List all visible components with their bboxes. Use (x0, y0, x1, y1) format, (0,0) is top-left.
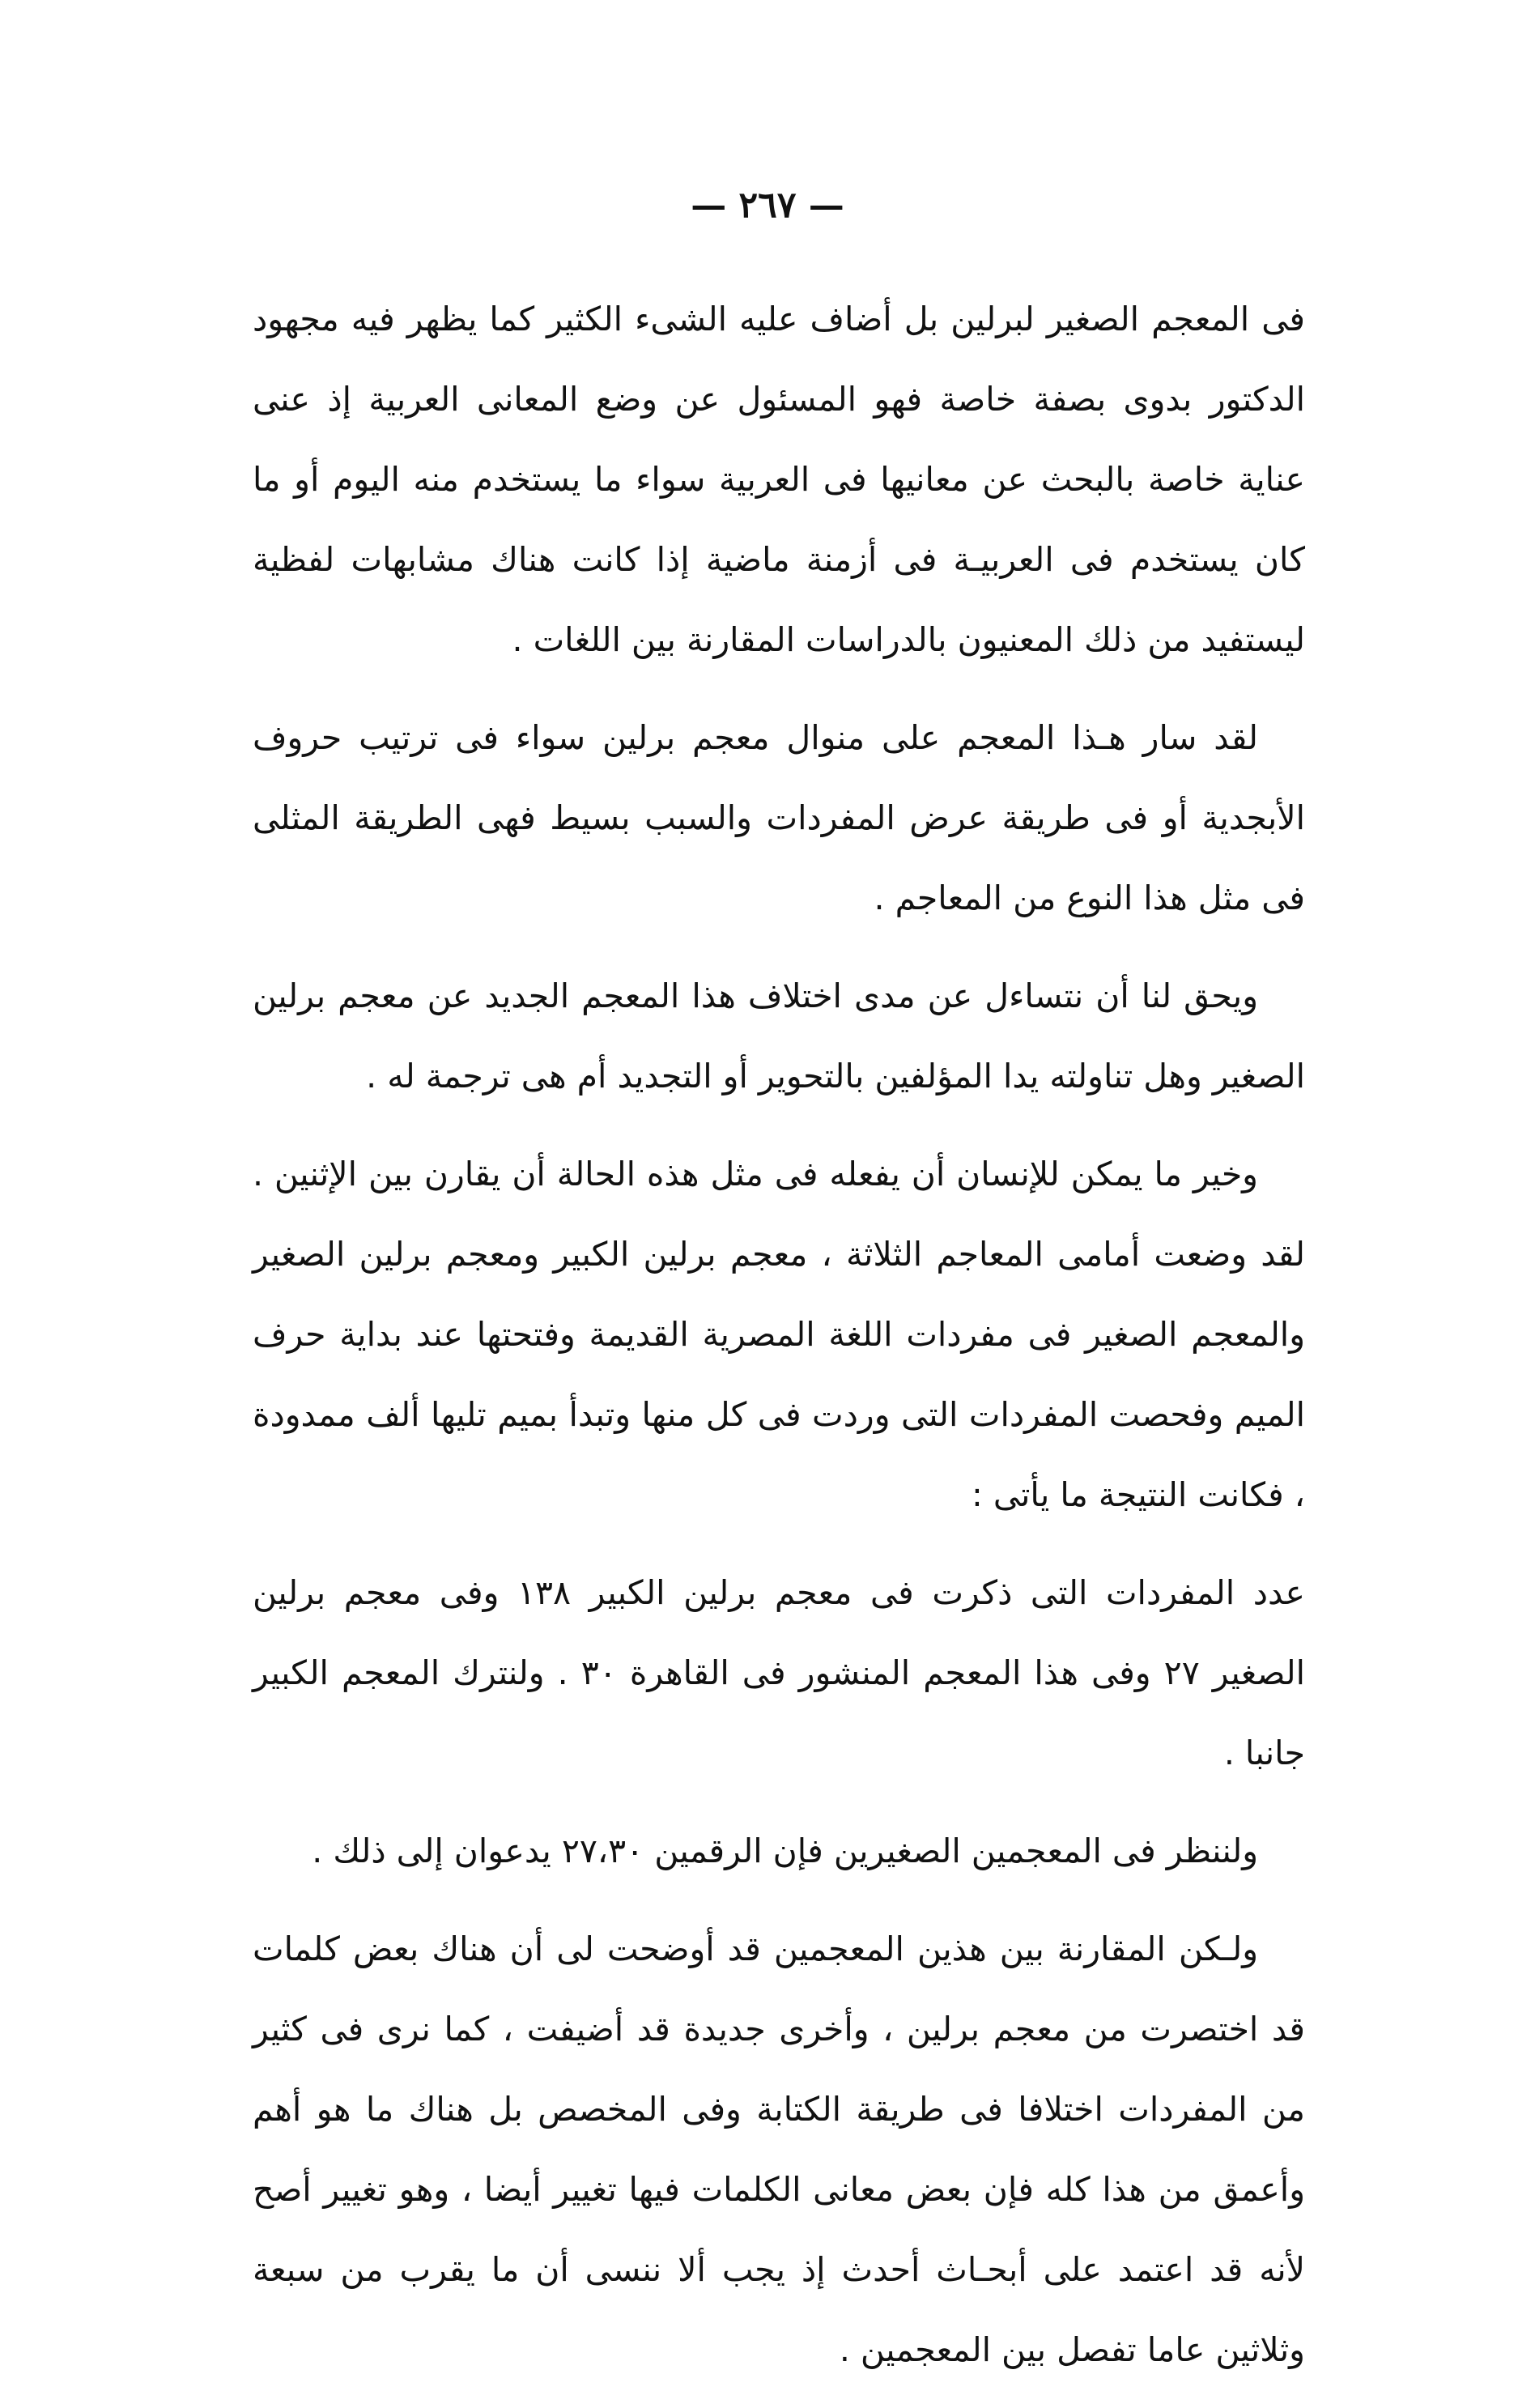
page-number: — ٢٦٧ — (691, 185, 844, 226)
paragraph: ولـكن المقارنة بين هذين المعجمين قد أوضحت لى أن هناك بعض كلمات قد اختصرت من معجم برلين ، وأخرى جديدة قد أضيفت ، كما نرى فى كثير من المفردات اختلافا فى طريقة الكتابة وفى المخصص بل هناك ما هو أهم وأعمق من هذا كله فإن بعض معانى الكلمات فيها تغيير أيضا ، وهو تغيير أصح لأنه قد اعتمد على أبحـاث أحدث إذ يجب ألا ننسى أن ما يقرب من سبعة وثلاثين عاما تفصل بين المعجمين . (253, 1929, 1305, 2369)
paragraph: وخير ما يمكن للإنسان أن يفعله فى مثل هذه الحالة أن يقارن بين الإثنين . لقد وضعت أمامى المعاجم الثلاثة ، معجم برلين الكبير ومعجم برلين الصغير والمعجم الصغير فى مفردات اللغة المصرية القديمة وفتحتها عند بداية حرف الميم وفحصت المفردات التى وردت فى كل منها وتبدأ بميم تليها ألف ممدودة ، فكانت النتيجة ما يأتى : (253, 1155, 1305, 1514)
paragraph: ولننظر فى المعجمين الصغيرين فإن الرقمين ٢٧،٣٠ يدعوان إلى ذلك . (312, 1832, 1258, 1870)
paragraph: فى المعجم الصغير لبرلين بل أضاف عليه الشىء الكثير كما يظهر فيه مجهود الدكتور بدوى بصفة خاصة فهو المسئول عن وضع المعانى العربية إذ عنى عناية خاصة بالبحث عن معانيها فى العربية سواء ما يستخدم منه اليوم أو ما كان يستخدم فى العربيـة فى أزمنة ماضية إذا كانت هناك مشابهات لفظية ليستفيد من ذلك المعنيون بالدراسات المقارنة بين اللغات . (253, 300, 1305, 659)
paragraph: لقد سار هـذا المعجم على منوال معجم برلين سواء فى ترتيب حروف الأبجدية أو فى طريقة عرض المفردات والسبب بسيط فهى الطريقة المثلى فى مثل هذا النوع من المعاجم . (253, 718, 1305, 917)
paragraph: ويحق لنا أن نتساءل عن مدى اختلاف هذا المعجم الجديد عن معجم برلين الصغير وهل تناولته يدا المؤلفين بالتحوير أو التجديد أم هى ترجمة له . (253, 976, 1305, 1096)
paragraph: عدد المفردات التى ذكرت فى معجم برلين الكبير ١٣٨ وفى معجم برلين الصغير ٢٧ وفى هذا المعجم المنشور فى القاهرة ٣٠ . ولنترك المعجم الكبير جانبا . (253, 1573, 1305, 1772)
body-text (253, 279, 1305, 2408)
